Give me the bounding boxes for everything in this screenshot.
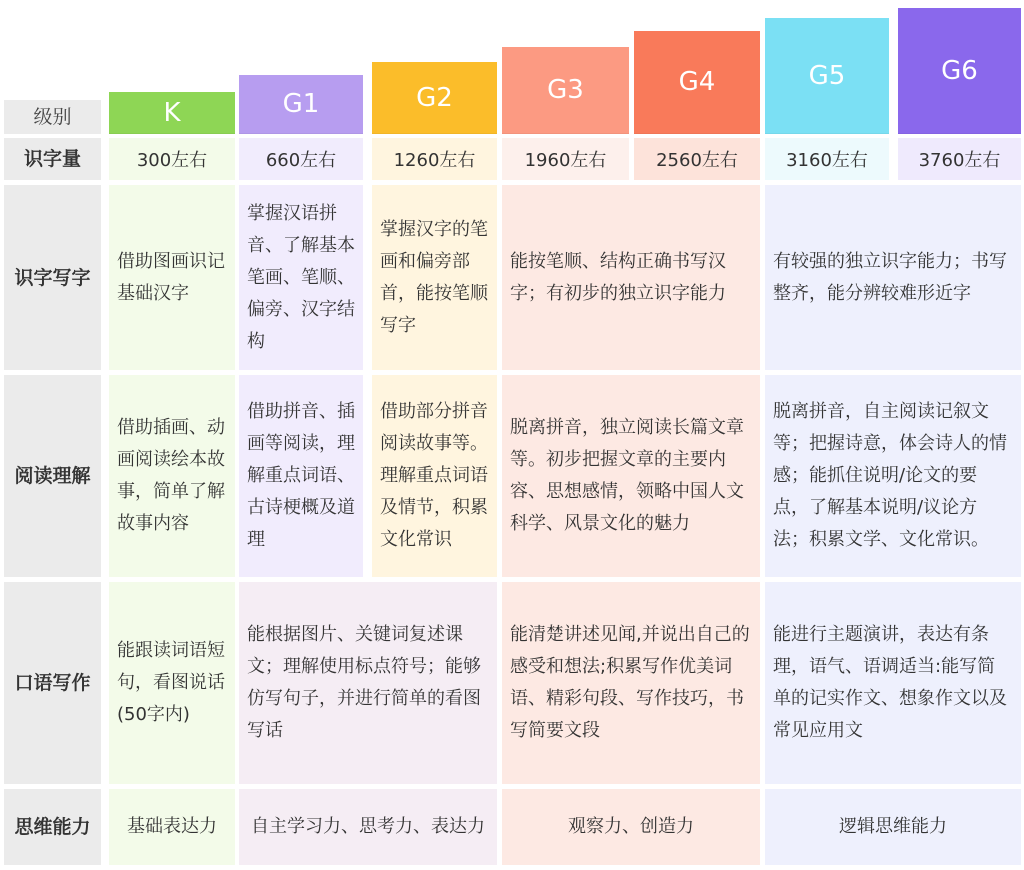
vocab-cell-g4: 2560左右 [634, 138, 760, 180]
thinking-cell-g1-g2: 自主学习力、思考力、表达力 [239, 789, 497, 865]
thinking-cell-g3-g4: 观察力、创造力 [502, 789, 760, 865]
vocab-cell-k: 300左右 [109, 138, 235, 180]
grade-header-g1: G1 [239, 75, 363, 134]
speaking-cell-g3-g4: 能清楚讲述见闻,并说出自己的感受和想法;积累写作优美词语、精彩句段、写作技巧，书写简要文段 [502, 582, 760, 784]
vocab-cell-g3: 1960左右 [502, 138, 629, 180]
writing-cell-g3-g4: 能按笔顺、结构正确书写汉字；有初步的独立识字能力 [502, 185, 760, 370]
vocab-cell-g5: 3160左右 [765, 138, 889, 180]
writing-cell-k: 借助图画识记基础汉字 [109, 185, 235, 370]
thinking-cell-k: 基础表达力 [109, 789, 235, 865]
grade-header-g2: G2 [372, 62, 497, 134]
vocab-cell-g2: 1260左右 [372, 138, 497, 180]
vocab-cell-g6: 3760左右 [898, 138, 1021, 180]
grade-header-k: K [109, 92, 235, 134]
reading-cell-g3-g4: 脱离拼音，独立阅读长篇文章等。初步把握文章的主要内容、思想感情，领略中国人文科学、风景文化的魅力 [502, 375, 760, 577]
row-label-thinking: 思维能力 [4, 789, 101, 865]
level-header-label: 级别 [4, 100, 101, 134]
reading-cell-k: 借助插画、动画阅读绘本故事，简单了解故事内容 [109, 375, 235, 577]
writing-cell-g2: 掌握汉字的笔画和偏旁部首，能按笔顺写字 [372, 185, 497, 370]
grade-header-g6: G6 [898, 8, 1021, 134]
thinking-cell-g5-g6: 逻辑思维能力 [765, 789, 1021, 865]
speaking-cell-g1-g2: 能根据图片、关键词复述课文；理解使用标点符号；能够仿写句子，并进行简单的看图写话 [239, 582, 497, 784]
row-label-reading: 阅读理解 [4, 375, 101, 577]
writing-cell-g5-g6: 有较强的独立识字能力；书写整齐，能分辨较难形近字 [765, 185, 1021, 370]
row-label-writing: 识字写字 [4, 185, 101, 370]
grade-header-g5: G5 [765, 18, 889, 134]
reading-cell-g2: 借助部分拼音阅读故事等。理解重点词语及情节，积累文化常识 [372, 375, 497, 577]
speaking-cell-g5-g6: 能进行主题演讲，表达有条理，语气、语调适当:能写简单的记实作文、想象作文以及常见应用文 [765, 582, 1021, 784]
grade-header-g3: G3 [502, 47, 629, 134]
grade-header-g4: G4 [634, 31, 760, 134]
reading-cell-g5-g6: 脱离拼音，自主阅读记叙文等；把握诗意，体会诗人的情感；能抓住说明/论文的要点，了解基本说明/议论方法；积累文学、文化常识。 [765, 375, 1021, 577]
reading-cell-g1: 借助拼音、插画等阅读，理解重点词语、古诗梗概及道理 [239, 375, 363, 577]
speaking-cell-k: 能跟读词语短句，看图说话(50字内) [109, 582, 235, 784]
row-label-speaking: 口语写作 [4, 582, 101, 784]
writing-cell-g1: 掌握汉语拼音、了解基本笔画、笔顺、偏旁、汉字结构 [239, 185, 363, 370]
vocab-cell-g1: 660左右 [239, 138, 363, 180]
row-label-vocab: 识字量 [4, 138, 101, 180]
